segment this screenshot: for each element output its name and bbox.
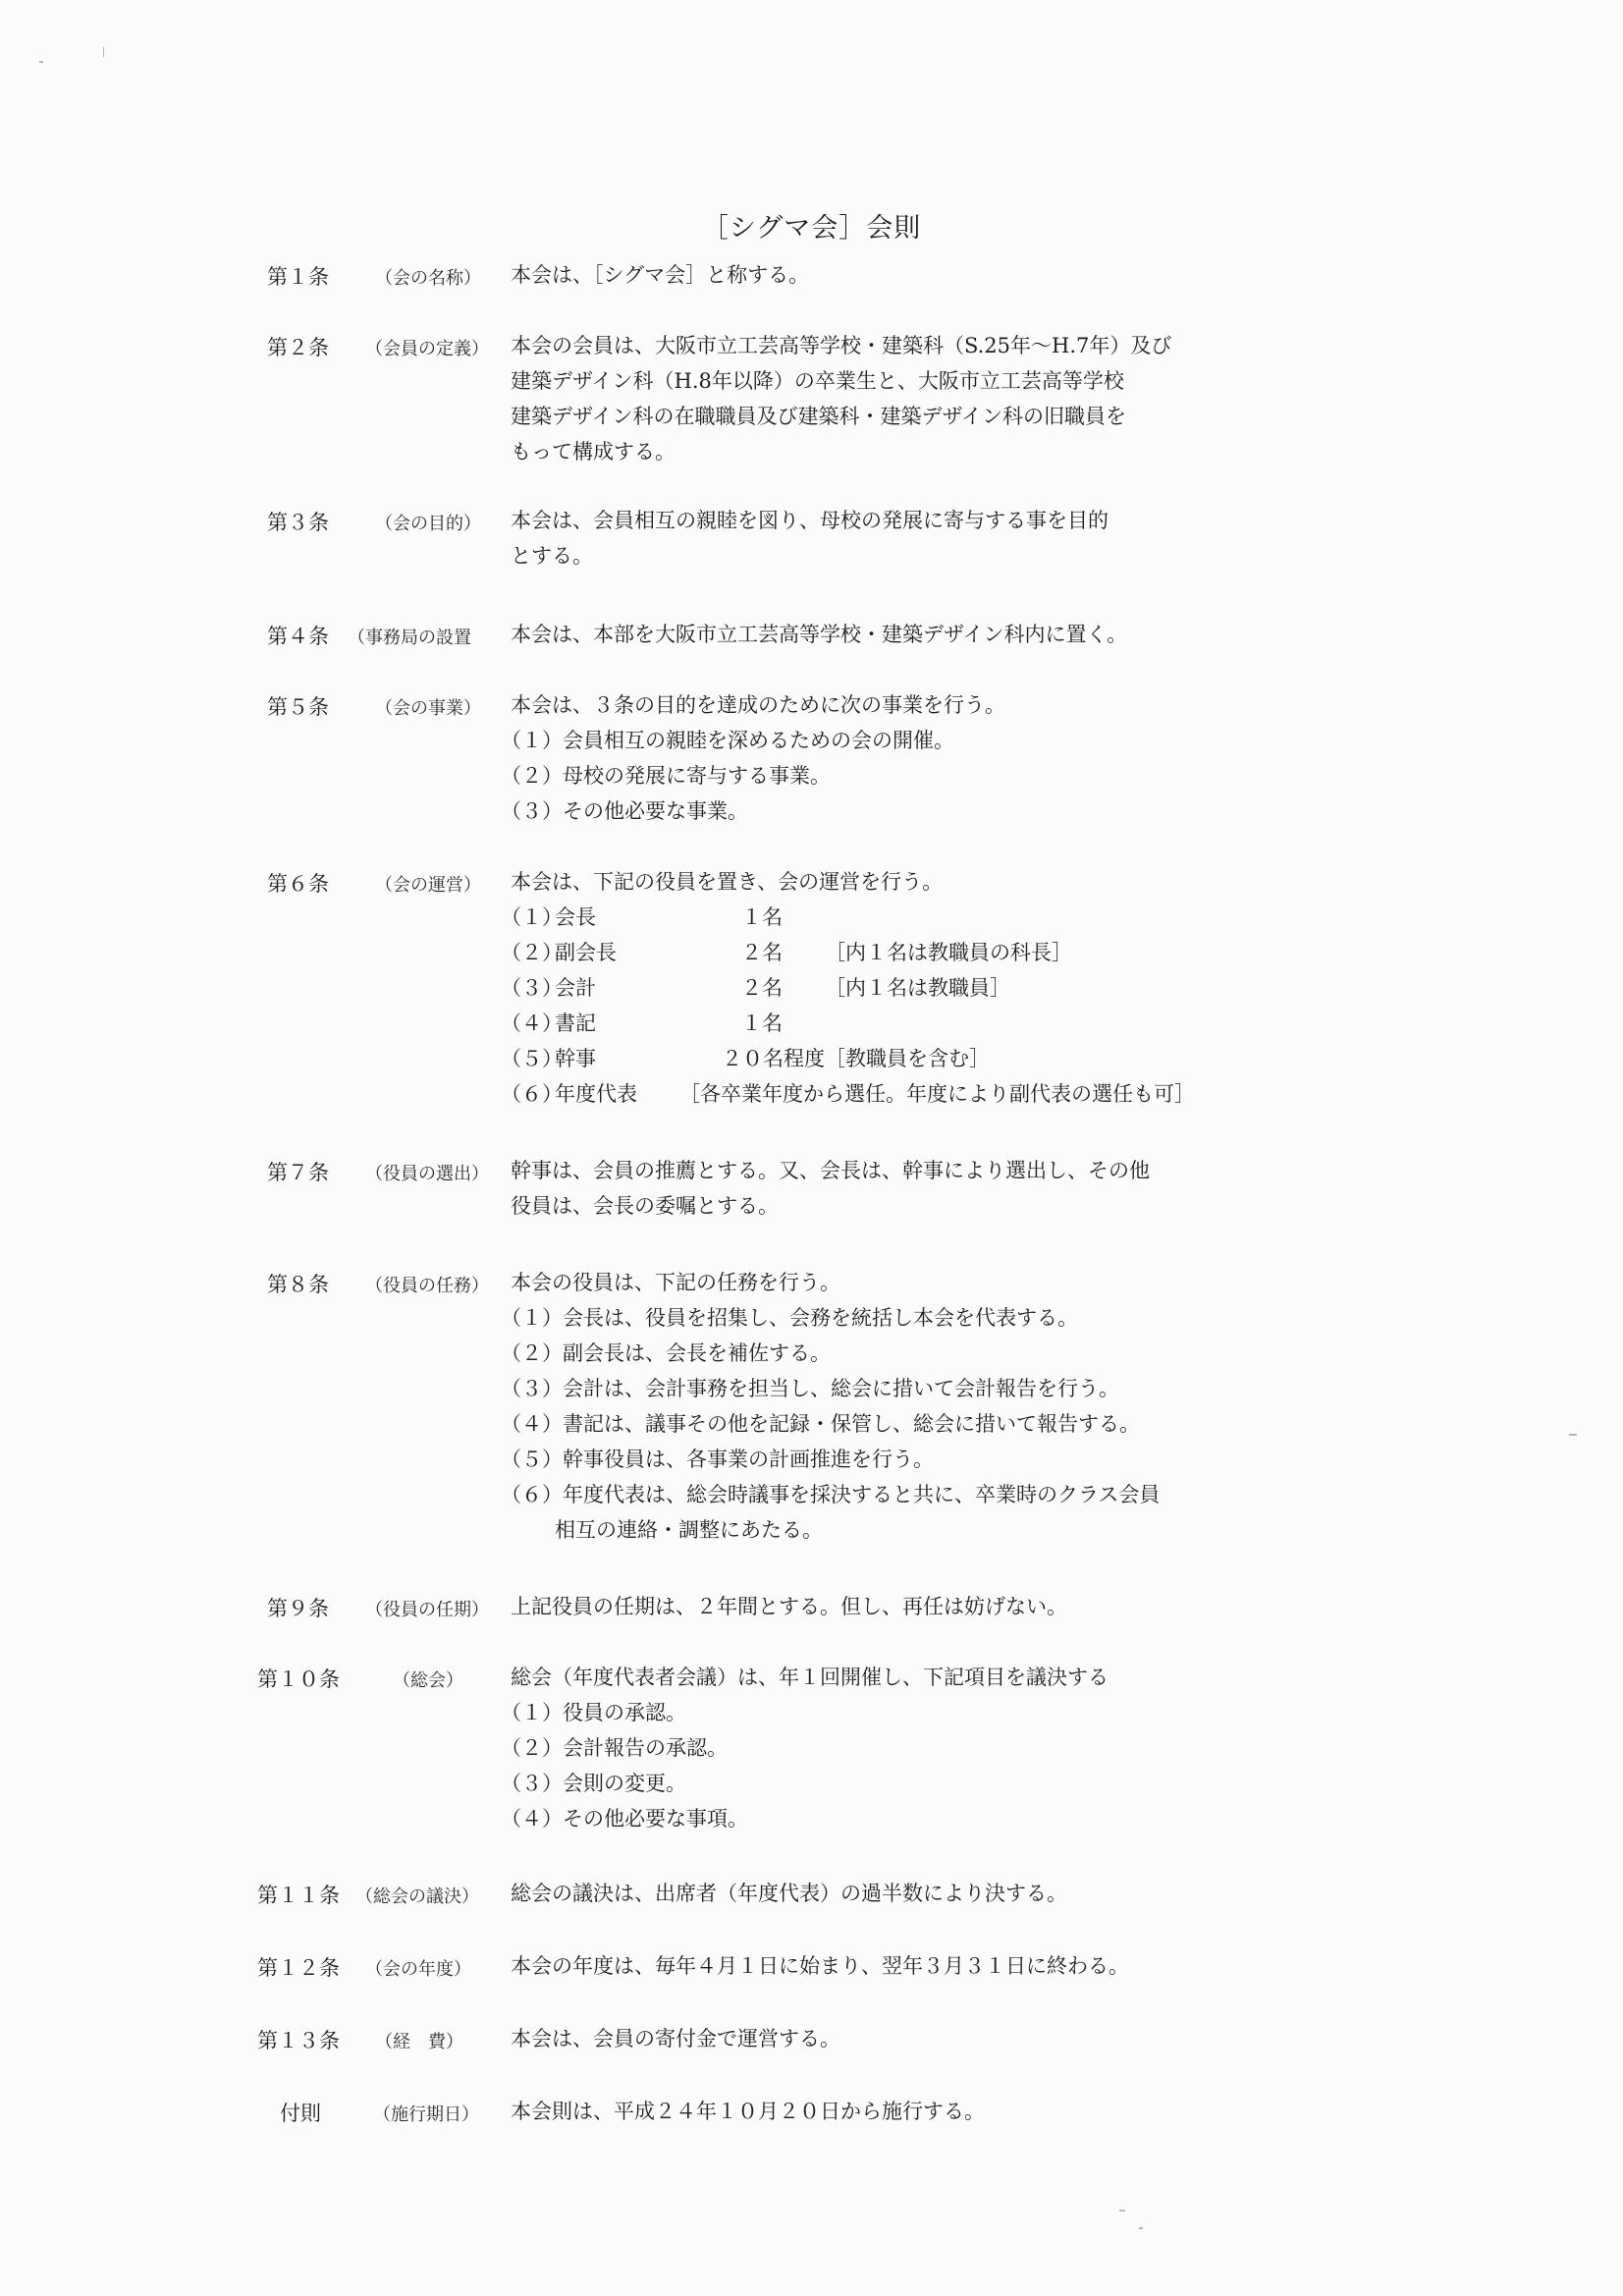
officer-count: ２名 xyxy=(741,941,783,964)
article-body xyxy=(511,503,1502,574)
article-body xyxy=(511,617,1502,652)
text-line: 総会の議決は、出席者（年度代表）の過半数により決する。 xyxy=(511,1882,1067,1905)
officer-count: ２０名程度［教職員を含む］ xyxy=(722,1047,990,1070)
officer-role: 年度代表 xyxy=(555,1082,637,1106)
article-label: （総会の議決） xyxy=(355,1886,479,1907)
article-body xyxy=(511,1265,1502,1300)
article-label: （役員の任務） xyxy=(365,1276,489,1296)
article-label: （会の目的） xyxy=(375,514,481,534)
list-item: （６）年度代表は、総会時議事を採決すると共に、卒業時のクラス会員 xyxy=(501,1483,1161,1506)
article-label: （役員の任期） xyxy=(365,1600,489,1620)
article-label: （施行期日） xyxy=(373,2105,479,2125)
scan-speck xyxy=(39,61,43,63)
article-label: （会の事業） xyxy=(375,698,481,719)
text-line: 本会は、会員の寄付金で運営する。 xyxy=(511,2027,840,2050)
article-label: （事務局の設置 xyxy=(348,628,471,648)
officer-number: （１） xyxy=(501,905,563,929)
article-number: 第１条 xyxy=(267,265,329,289)
article-number: 第２条 xyxy=(267,336,329,359)
list-item: （３）その他必要な事業。 xyxy=(501,799,748,823)
scan-speck xyxy=(1119,2210,1125,2212)
text-line: とする。 xyxy=(511,544,593,568)
article-body xyxy=(511,1876,1502,1911)
text-line: 本会は、会員相互の親睦を図り、母校の発展に寄与する事を目的 xyxy=(511,509,1109,532)
list-item: （２）会計報告の承認。 xyxy=(501,1736,728,1760)
officer-row xyxy=(501,900,783,935)
article-label: （会の年度） xyxy=(365,1959,471,1980)
list-item: （４）書記は、議事その他を記録・保管し、総会に措いて報告する。 xyxy=(501,1412,1140,1436)
list-item: （１）会員相互の親睦を深めるための会の開催。 xyxy=(501,729,954,752)
officer-row xyxy=(501,1006,783,1041)
officer-number: （４） xyxy=(501,1011,563,1035)
list-item: （５）幹事役員は、各事業の計画推進を行う。 xyxy=(501,1448,934,1471)
officer-count: １名 xyxy=(741,1011,783,1035)
text-line: 本会の年度は、毎年４月１日に始まり、翌年３月３１日に終わる。 xyxy=(511,1954,1129,1978)
article-body xyxy=(511,864,1502,900)
text-line: 本会は、［シグマ会］と称する。 xyxy=(511,263,810,287)
officer-row xyxy=(501,1076,1195,1112)
list-item: （２）副会長は、会長を補佐する。 xyxy=(501,1341,831,1365)
article-number: 第３条 xyxy=(267,511,329,534)
officer-role: 書記 xyxy=(555,1011,596,1035)
list-item: （１）会長は、役員を招集し、会務を統括し本会を代表する。 xyxy=(501,1306,1078,1330)
officer-note: ［内１名は教職員の科長］ xyxy=(825,941,1072,964)
article-number: 第９条 xyxy=(267,1597,329,1620)
article-body xyxy=(511,1153,1502,1224)
text-line: 上記役員の任期は、２年間とする。但し、再任は妨げない。 xyxy=(511,1595,1067,1618)
article-body xyxy=(511,257,1502,293)
article-number: 第６条 xyxy=(267,872,329,896)
officer-note: ［内１名は教職員］ xyxy=(825,976,1010,1000)
article-number: 第５条 xyxy=(267,695,329,719)
article-label: （会員の定義） xyxy=(365,339,489,359)
officer-row xyxy=(501,970,1010,1006)
article-number: 付則 xyxy=(280,2102,321,2125)
text-line: 本会は、本部を大阪市立工芸高等学校・建築デザイン科内に置く。 xyxy=(511,623,1128,646)
officer-count: ［各卒業年度から選任。年度により副代表の選任も可］ xyxy=(679,1082,1195,1106)
article-body xyxy=(511,1660,1502,1695)
text-line: 総会（年度代表者会議）は、年１回開催し、下記項目を議決する xyxy=(511,1666,1109,1689)
officer-number: （３） xyxy=(501,976,563,1000)
article-number: 第８条 xyxy=(267,1273,329,1296)
officer-number: （５） xyxy=(501,1047,563,1070)
text-line: 本会則は、平成２４年１０月２０日から施行する。 xyxy=(511,2100,985,2123)
scan-speck xyxy=(1139,2227,1143,2229)
officer-count: １名 xyxy=(741,905,783,929)
list-item: （４）その他必要な事項。 xyxy=(501,1807,748,1831)
text-line: もって構成する。 xyxy=(511,440,676,464)
scan-speck xyxy=(103,47,104,57)
article-label: （会の名称） xyxy=(375,268,481,289)
article-number: 第１２条 xyxy=(257,1956,340,1980)
article-number: 第１３条 xyxy=(257,2029,340,2052)
document-title: ［シグマ会］会則 xyxy=(701,213,922,244)
article-label: （経 費） xyxy=(375,2032,463,2052)
list-item: （３）会則の変更。 xyxy=(501,1772,686,1795)
article-body xyxy=(511,328,1502,469)
article-number: 第４条 xyxy=(267,625,329,648)
article-label: （総会） xyxy=(393,1670,463,1691)
officer-role: 会長 xyxy=(555,905,596,929)
text-line: 建築デザイン科（H.8年以降）の卒業生と、大阪市立工芸高等学校 xyxy=(511,369,1124,393)
text-line: 建築デザイン科の在職職員及び建築科・建築デザイン科の旧職員を xyxy=(511,405,1127,428)
text-line: 本会の会員は、大阪市立工芸高等学校・建築科（S.25年～H.7年）及び xyxy=(511,334,1172,357)
text-line: 幹事は、会員の推薦とする。又、会長は、幹事により選出し、その他 xyxy=(511,1159,1150,1182)
officer-row xyxy=(501,935,1072,970)
officer-number: （２） xyxy=(501,941,563,964)
article-label: （役員の選出） xyxy=(365,1164,489,1184)
list-item: （２）母校の発展に寄与する事業。 xyxy=(501,764,831,788)
officer-count: ２名 xyxy=(741,976,783,1000)
article-body xyxy=(511,1948,1502,1984)
article-label: （会の運営） xyxy=(375,875,481,896)
officer-role: 副会長 xyxy=(555,941,617,964)
text-line: 本会の役員は、下記の任務を行う。 xyxy=(511,1271,840,1294)
list-item: （１）役員の承認。 xyxy=(501,1701,686,1724)
list-item-continuation: 相互の連絡・調整にあたる。 xyxy=(555,1518,823,1542)
article-body xyxy=(511,1589,1502,1624)
article-body xyxy=(511,2094,1502,2129)
article-number: 第７条 xyxy=(267,1161,329,1184)
officer-number: （６） xyxy=(501,1082,563,1106)
officer-role: 会計 xyxy=(555,976,596,1000)
article-number: 第１０条 xyxy=(257,1667,340,1691)
article-body xyxy=(511,2021,1502,2056)
article-number: 第１１条 xyxy=(257,1884,340,1907)
text-line: 本会は、下記の役員を置き、会の運営を行う。 xyxy=(511,870,944,894)
article-body xyxy=(511,687,1502,723)
list-item: （３）会計は、会計事務を担当し、総会に措いて会計報告を行う。 xyxy=(501,1377,1119,1400)
officer-role: 幹事 xyxy=(555,1047,596,1070)
officer-row xyxy=(501,1041,990,1076)
text-line: 本会は、３条の目的を達成のために次の事業を行う。 xyxy=(511,693,1005,717)
scan-speck xyxy=(1569,1434,1577,1436)
text-line: 役員は、会長の委嘱とする。 xyxy=(511,1194,779,1218)
